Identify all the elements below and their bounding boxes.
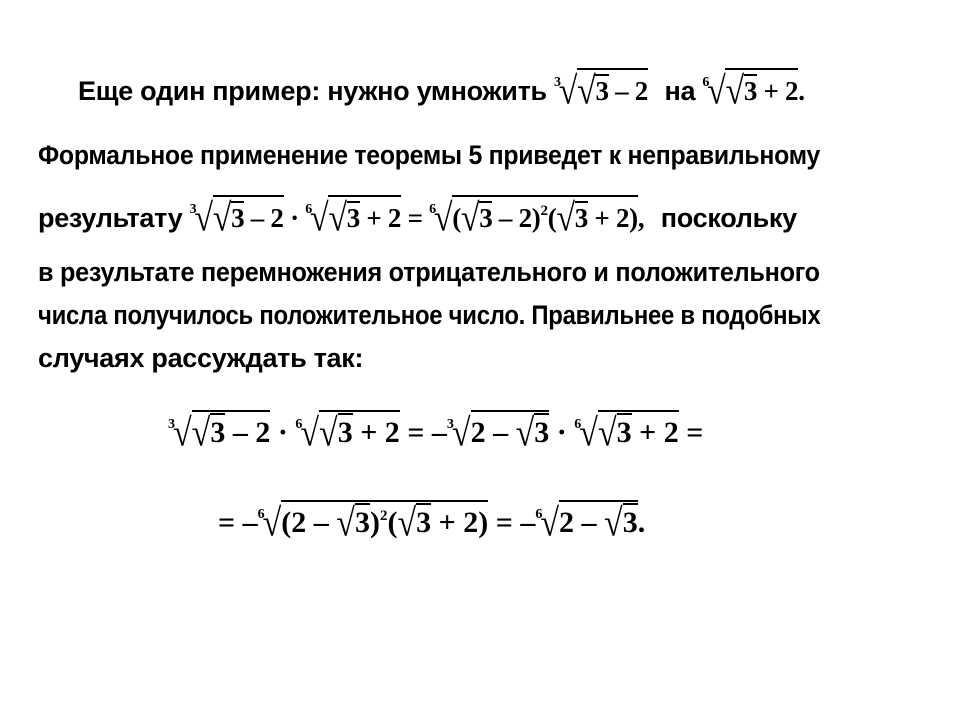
number: 3 (337, 416, 353, 449)
dot-operator: · (290, 203, 299, 233)
term: – 2 (232, 416, 271, 449)
radical-sign: √ (577, 70, 596, 113)
term: 2 – (291, 506, 329, 539)
paren: ) (531, 203, 541, 233)
display-equation-2 (218, 500, 646, 545)
radical-sign: √ (262, 502, 282, 545)
display-equation-1 (168, 410, 704, 455)
radical-sign: √ (433, 197, 453, 240)
number: 3 (616, 416, 632, 449)
radicand (281, 500, 489, 545)
number: 3 (574, 203, 588, 233)
paren: ( (547, 203, 557, 233)
exponent: 2 (379, 508, 388, 524)
number: 3 (743, 76, 758, 106)
radical-sign: √ (604, 502, 623, 545)
number: 3 (622, 506, 638, 539)
term: + 2 (360, 416, 400, 449)
radicand (452, 195, 638, 240)
radicand (328, 195, 402, 240)
root-index: 3 (554, 75, 561, 90)
paren: ) (478, 506, 489, 539)
radical-sign: √ (319, 412, 338, 455)
radical-sign: √ (725, 70, 744, 113)
exponent: 2 (540, 203, 548, 219)
radical-sign: √ (460, 197, 480, 240)
radical-sign: √ (556, 197, 575, 240)
radicand (595, 74, 608, 107)
comma: , (637, 203, 645, 233)
radicand (210, 413, 225, 449)
radical-sign: √ (309, 197, 329, 240)
term: – 2 (615, 76, 648, 106)
radical-sign: √ (397, 502, 417, 545)
radical-sign: √ (451, 412, 471, 455)
radicand (231, 201, 244, 234)
radicand (744, 74, 757, 107)
paren: ( (281, 506, 292, 539)
radicand (534, 413, 549, 449)
radical-sign: √ (579, 412, 598, 455)
radicand (416, 503, 431, 539)
root-index: 6 (574, 417, 582, 432)
line3-text-end: поскольку (660, 203, 797, 233)
line6-text: случаях рассуждать так: (38, 343, 364, 373)
line3-text-start: результату (38, 203, 183, 233)
period: . (798, 76, 805, 106)
term: + 2 (438, 506, 479, 539)
equals-sign: = (407, 203, 423, 233)
radical-sign: √ (328, 197, 347, 240)
radical-sign: √ (300, 412, 320, 455)
root-index: 3 (446, 417, 454, 432)
root-index: 3 (189, 202, 197, 217)
radicand (479, 201, 492, 234)
radicand (559, 500, 638, 545)
radicand (355, 503, 370, 539)
radicand (338, 413, 353, 449)
term: – 2 (250, 203, 284, 233)
expr-formal-product (189, 197, 651, 240)
number: 3 (210, 416, 226, 449)
radicand (319, 410, 400, 455)
radical-sign: √ (558, 70, 578, 113)
root-index: 6 (702, 75, 710, 90)
root-index: 6 (305, 202, 312, 217)
radicand (191, 410, 271, 455)
expr-cuberoot-sqrt3-minus-2 (554, 70, 654, 113)
radicand (577, 68, 648, 113)
radicand (575, 201, 588, 234)
term: 2 – (559, 506, 597, 539)
term: 2 – (470, 416, 509, 449)
root-index: 6 (429, 202, 436, 217)
root-index: 6 (257, 507, 265, 522)
number: 3 (479, 203, 493, 233)
term: + 2 (594, 203, 630, 233)
paren: ( (387, 506, 398, 539)
number: 3 (595, 76, 609, 106)
radicand (623, 503, 638, 539)
radicand (597, 410, 679, 455)
term: – 2 (498, 203, 532, 233)
number: 3 (416, 506, 432, 539)
radicand (617, 413, 632, 449)
expr-sixthroot-sqrt3-plus-2 (702, 70, 805, 113)
radical-sign: √ (173, 412, 192, 455)
line4-text: в результате перемножения отрицательного и положительного (38, 257, 820, 287)
term: + 2 (639, 416, 679, 449)
radical-sign: √ (540, 502, 560, 545)
radical-sign: √ (191, 412, 211, 455)
radical-sign: √ (515, 412, 535, 455)
paren: ) (369, 506, 380, 539)
radical-sign: √ (212, 197, 232, 240)
text-line-5 (38, 300, 820, 331)
text-line-2 (38, 140, 820, 171)
text-line-3 (38, 195, 797, 240)
equals-minus: = – (407, 416, 447, 449)
root-index: 6 (535, 507, 543, 522)
line1-on: на (664, 76, 696, 106)
equals-sign: = (686, 416, 704, 449)
radicand (212, 195, 284, 240)
text-line-6 (38, 343, 363, 374)
radical-sign: √ (336, 502, 355, 545)
line5-text: числа получилось положительное число. Правильнее в подобных (38, 300, 821, 330)
term: + 2 (366, 203, 402, 233)
root-index: 6 (295, 417, 303, 432)
term: + 2 (763, 76, 799, 106)
number: 3 (354, 506, 370, 539)
line1-text: Еще один пример: нужно умножить (78, 76, 547, 106)
text-line-4 (38, 257, 820, 288)
dot-operator: · (556, 416, 567, 449)
radicand (725, 68, 799, 113)
line2-text: Формальное применение теоремы 5 приведет к неправильному (38, 140, 821, 170)
radicand (470, 410, 550, 455)
radical-sign: √ (707, 70, 726, 113)
root-index: 3 (168, 417, 175, 432)
period: . (637, 506, 646, 539)
paren: ( (452, 203, 461, 233)
radical-sign: √ (194, 197, 213, 240)
equals-minus: = – (218, 506, 258, 539)
radical-sign: √ (597, 412, 617, 455)
number: 3 (231, 203, 245, 233)
dot-operator: · (277, 416, 288, 449)
radicand (347, 201, 360, 234)
equals-minus: = – (495, 506, 536, 539)
paren: ) (629, 203, 638, 233)
text-line-1 (78, 68, 805, 113)
number: 3 (534, 416, 550, 449)
number: 3 (346, 203, 360, 233)
